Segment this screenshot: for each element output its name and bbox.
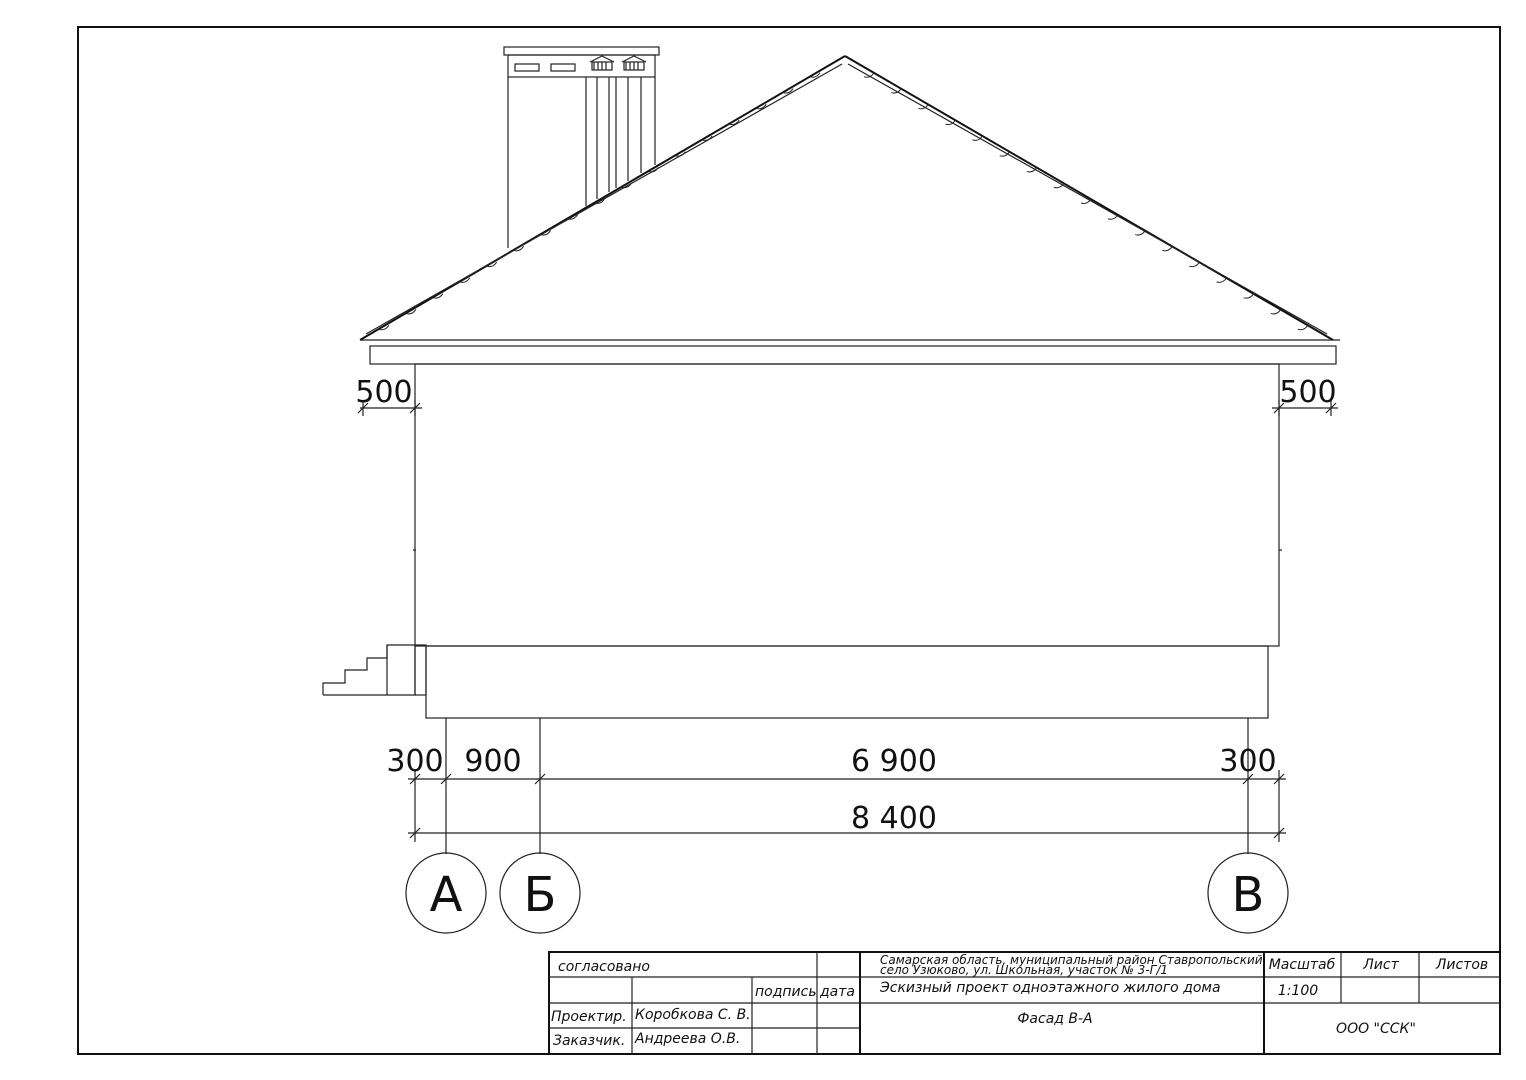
dim-seg-b-v: 6 900 [851, 744, 937, 779]
roof [360, 56, 1340, 364]
ridge-tile [1217, 278, 1227, 283]
ridge-tile [1298, 325, 1308, 330]
dim-seg-a-b: 900 [464, 744, 522, 779]
sheet-frame [78, 27, 1500, 1054]
axis-label-b: Б [523, 867, 557, 923]
plinth [426, 646, 1268, 718]
chain-dimension-line [386, 744, 1286, 784]
agreed-label: согласовано [558, 959, 650, 975]
overhang-right-value: 500 [1279, 375, 1337, 410]
axis-label-a: А [429, 867, 463, 923]
axis-bubble-v [1208, 853, 1288, 933]
customer-role: Заказчик. [553, 1033, 626, 1049]
address-line-1: Самарская область, муниципальный район Ставропольский, [880, 953, 1267, 967]
chimney [504, 47, 659, 248]
dim-seg-v-right: 300 [1219, 744, 1277, 779]
chimney-cap-icon [590, 56, 614, 70]
ridge-tiles [379, 73, 1308, 330]
ridge-tile [1244, 294, 1254, 299]
scale-column-label: Масштаб [1268, 957, 1336, 973]
sheets-column-label: Листов [1435, 957, 1489, 973]
date-column-label: дата [820, 984, 855, 1000]
ridge-tile [1271, 309, 1281, 314]
project-name: Эскизный проект одноэтажного жилого дома [880, 980, 1221, 996]
overhang-dimension-left [355, 375, 422, 416]
axis-label-v: В [1231, 867, 1265, 923]
chimney-cap-icon [622, 56, 646, 70]
ridge-tile [1162, 246, 1172, 251]
ridge-tile [1054, 183, 1064, 188]
designer-name: Коробкова С. В. [635, 1007, 751, 1023]
dim-total: 8 400 [851, 801, 937, 836]
sheet-title: Фасад В-А [1017, 1011, 1093, 1027]
signature-column-label: подпись [755, 984, 817, 1000]
ridge-tile [1189, 262, 1199, 267]
porch-steps [323, 645, 426, 695]
customer-name: Андреева О.В. [635, 1031, 741, 1047]
title-block [549, 952, 1500, 1054]
designer-role: Проектир. [551, 1009, 627, 1025]
overhang-dimension-right [1272, 375, 1338, 416]
company-name: ООО "ССК" [1336, 1021, 1416, 1037]
dim-seg-a-left: 300 [386, 744, 444, 779]
scale-value: 1:100 [1277, 983, 1319, 999]
sheet-column-label: Лист [1363, 957, 1399, 973]
axis-bubble-a [406, 853, 486, 933]
overhang-left-value: 500 [355, 375, 413, 410]
address-line-2: село Узюково, ул. Школьная, участок № 3-Г/1 [880, 963, 1169, 977]
axis-bubble-b [500, 853, 580, 933]
facade-wall [415, 364, 1279, 646]
